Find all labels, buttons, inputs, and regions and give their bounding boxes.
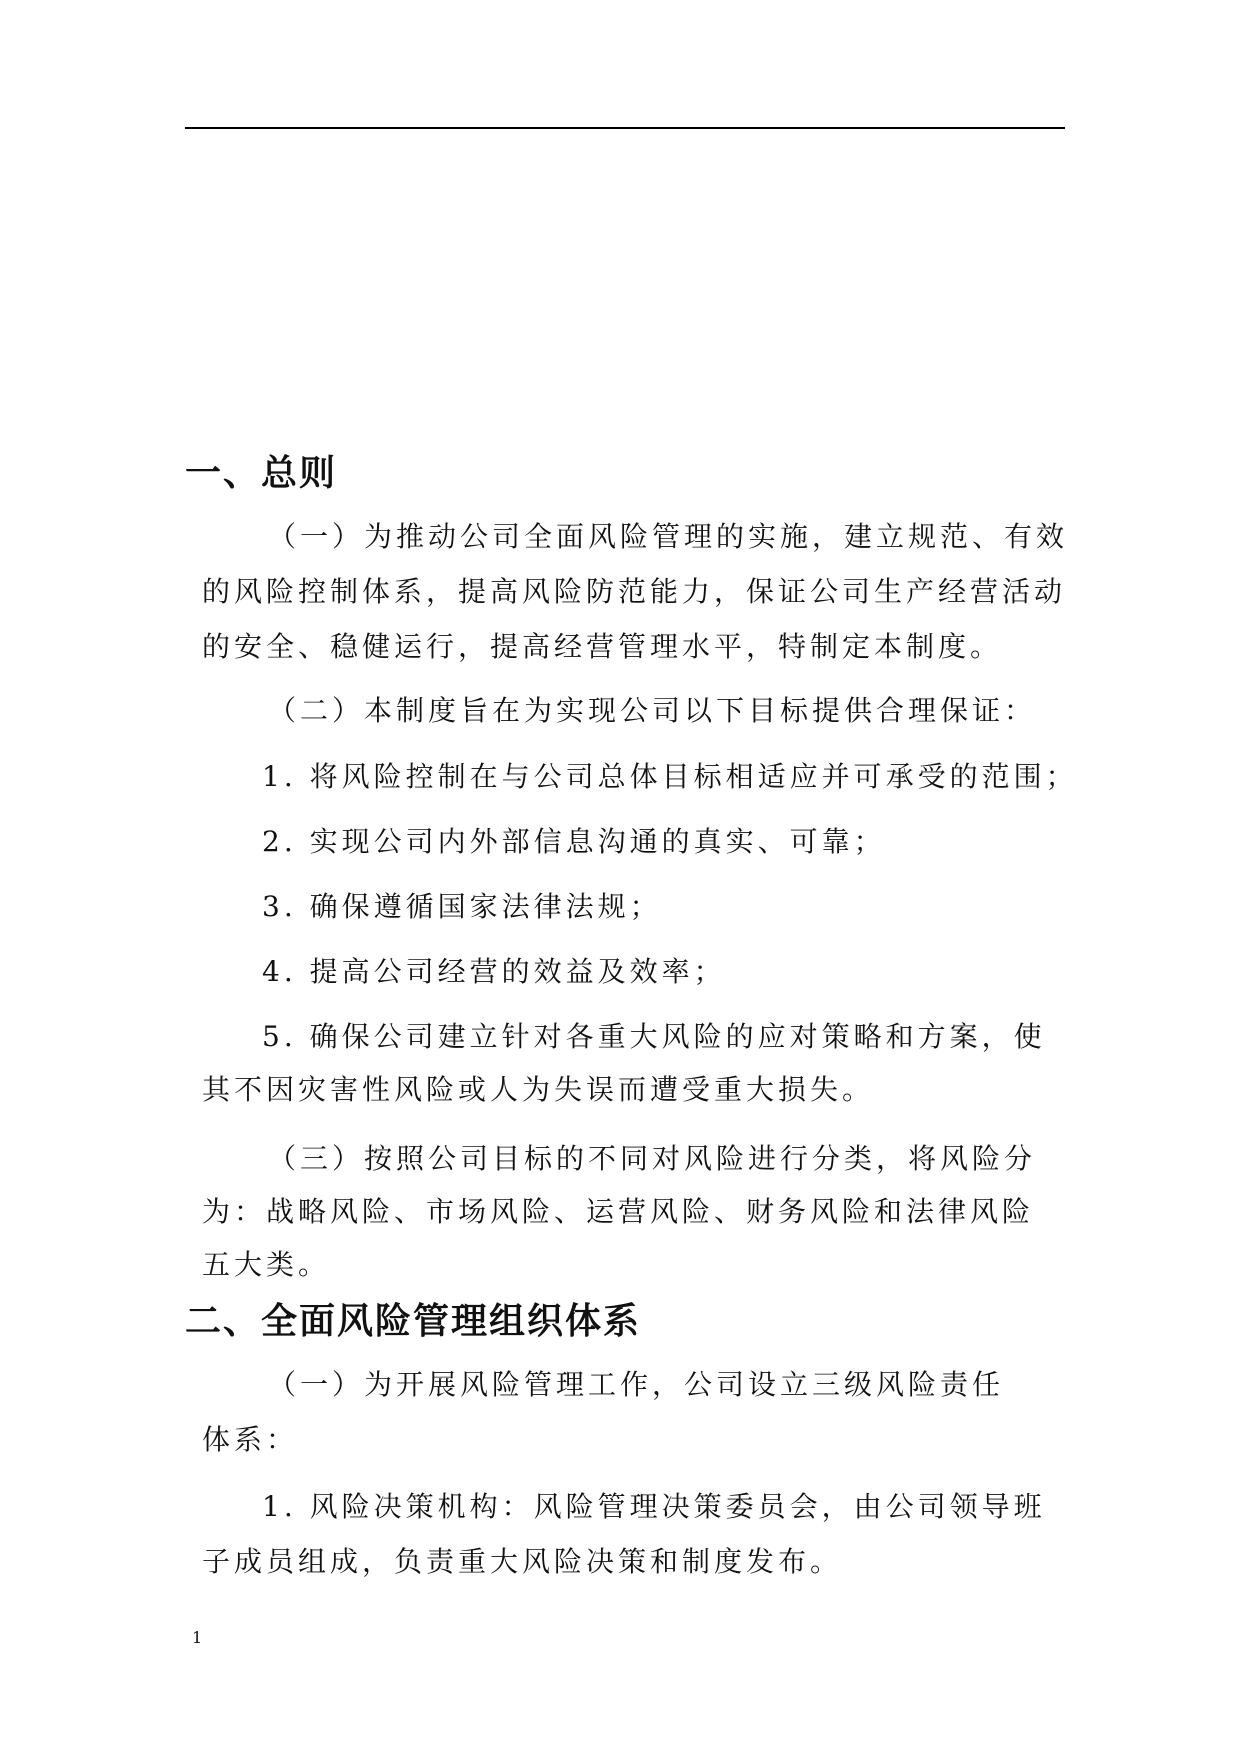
objective-item-5-line-2: 其不因灾害性风险或人为失误而遭受重大损失。 (202, 1073, 875, 1106)
objective-item-1: 1. 将风险控制在与公司总体目标相适应并可承受的范围； (262, 760, 1078, 793)
section-1-para-3-line-3: 五大类。 (202, 1248, 331, 1281)
objective-item-5-line-1: 5. 确保公司建立针对各重大风险的应对策略和方案，使 (262, 1020, 1046, 1053)
page-number: 1 (192, 1628, 203, 1647)
section-1-para-1-line-1: （一）为推动公司全面风险管理的实施，建立规范、有效 (268, 520, 1069, 553)
section-2-para-1-line-1: （一）为开展风险管理工作，公司设立三级风险责任 (268, 1368, 1005, 1401)
section-2-item-1-line-1: 1. 风险决策机构：风险管理决策委员会，由公司领导班 (262, 1490, 1046, 1523)
section-2-heading: 二、全面风险管理组织体系 (185, 1301, 642, 1342)
section-1-para-2: （二）本制度旨在为实现公司以下目标提供合理保证： (268, 694, 1037, 727)
objective-item-3: 3. 确保遵循国家法律法规； (262, 890, 662, 923)
section-2-para-1-line-2: 体系： (202, 1423, 299, 1456)
objective-item-2: 2. 实现公司内外部信息沟通的真实、可靠； (262, 825, 886, 858)
objective-item-4: 4. 提高公司经营的效益及效率； (262, 955, 726, 988)
section-1-para-1-line-2: 的风险控制体系，提高风险防范能力，保证公司生产经营活动 (202, 575, 1067, 608)
header-rule (185, 127, 1065, 129)
section-1-para-3-line-2: 为：战略风险、市场风险、运营风险、财务风险和法律风险 (202, 1195, 1035, 1228)
section-1-para-1-line-3: 的安全、稳健运行，提高经营管理水平，特制定本制度。 (202, 630, 1003, 663)
section-1-heading: 一、总则 (185, 453, 338, 494)
section-2-item-1-line-2: 子成员组成，负责重大风险决策和制度发布。 (202, 1545, 843, 1578)
section-1-para-3-line-1: （三）按照公司目标的不同对风险进行分类，将风险分 (268, 1142, 1037, 1175)
